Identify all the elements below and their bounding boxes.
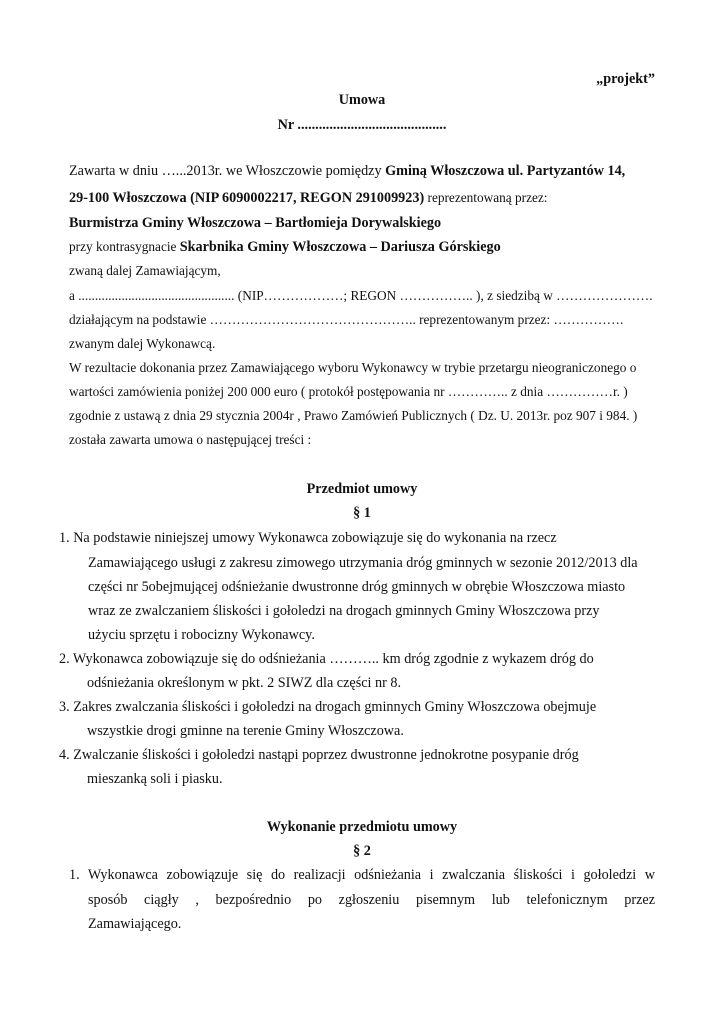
- s1-item-1-line-1: 1. Na podstawie niniejszej umowy Wykonawca zobowiązuje się do wykonania na rzecz: [59, 530, 557, 546]
- s2-item-1-line-1: 1. Wykonawca zobowiązuje się do realizacji odśnieżania i zwalczania śliskości i gołoledzi w: [69, 867, 655, 883]
- section-1-paragraph-mark: § 1: [353, 505, 371, 521]
- zamawiajacy-definition: zwaną dalej Zamawiającym,: [69, 263, 221, 278]
- s1-item-2-line-1: 2. Wykonawca zobowiązuje się do odśnieżania ……….. km dróg zgodnie z wykazem dróg do: [59, 651, 594, 667]
- project-label: „projekt”: [596, 71, 655, 87]
- intro-line-2: [69, 189, 548, 207]
- intro-date-text: Zawarta w dniu …...2013r. we Włoszczowie pomiędzy: [69, 163, 386, 179]
- s1-item-1-line-4: wraz ze zwalczaniem śliskości i gołoledzi na drogach gminnych Gminy Włoszczowa przy: [88, 603, 600, 619]
- countersign-text: przy kontrasygnacie: [69, 239, 180, 254]
- section-1-heading: Przedmiot umowy: [306, 481, 418, 497]
- intro-line-11: zgodnie z ustawą z dnia 29 stycznia 2004r , Prawo Zamówień Publicznych ( Dz. U. 2013r. poz 907 i 984. ): [69, 408, 638, 423]
- contractor-basis-line: działającym na podstawie ……………………………………….. reprezentowanym przez: …………….: [69, 312, 624, 327]
- s1-item-1-line-3: części nr 5obejmującej odśnieżanie dwustronne dróg gminnych w obrębie Włoszczowa miasto: [88, 579, 626, 595]
- treasurer-name: Skarbnika Gminy Włoszczowa – Dariusza Górskiego: [179, 239, 501, 255]
- document-title: Umowa: [338, 92, 386, 108]
- s1-item-4-line-1: 4. Zwalczanie śliskości i gołoledzi nastąpi poprzez dwustronne jednokrotne posypanie dróg: [59, 747, 579, 763]
- intro-line-4: [69, 238, 501, 256]
- contractor-line: a ............................................... (NIP………………; REGON …………….. ), z siedzibą w ………………….: [69, 288, 653, 303]
- s1-item-3-line-2: wszystkie drogi gminne na terenie Gminy Włoszczowa.: [87, 723, 404, 739]
- section-2-heading: Wykonanie przedmiotu umowy: [266, 819, 458, 835]
- s1-item-4-line-2: mieszanką soli i piasku.: [87, 771, 223, 787]
- represented-by-text: reprezentowaną przez:: [424, 190, 548, 205]
- intro-line-9: W rezultacie dokonania przez Zamawiającego wyboru Wykonawcy w trybie przetargu nieograniczonego o: [69, 360, 637, 375]
- s1-item-3-line-1: 3. Zakres zwalczania śliskości i gołoledzi na drogach gminnych Gminy Włoszczowa obejmuje: [59, 699, 597, 715]
- s1-item-1-line-5: użyciu sprzętu i robocizny Wykonawcy.: [88, 627, 315, 643]
- section-2-paragraph-mark: § 2: [353, 843, 371, 859]
- intro-line-10: wartości zamówienia poniżej 200 000 euro ( protokół postępowania nr ………….. z dnia ……………r. ): [69, 384, 628, 399]
- s2-item-1-line-3: Zamawiającego.: [88, 916, 182, 932]
- municipality-name: Gminą Włoszczowa ul. Partyzantów 14,: [385, 163, 626, 179]
- wykonawca-definition: zwanym dalej Wykonawcą.: [69, 336, 216, 351]
- mayor-name: Burmistrza Gminy Włoszczowa – Bartłomieja Dorywalskiego: [69, 215, 442, 231]
- s1-item-2-line-2: odśnieżania określonym w pkt. 2 SIWZ dla części nr 8.: [87, 675, 402, 691]
- document-number: Nr ..........................................: [277, 117, 447, 133]
- intro-line-12: została zawarta umowa o następującej treści :: [69, 432, 312, 447]
- municipality-address: 29-100 Włoszczowa (NIP 6090002217, REGON 291009923): [69, 190, 425, 206]
- s1-item-1-line-2: Zamawiającego usługi z zakresu zimowego utrzymania dróg gminnych w sezonie 2012/2013 dla: [88, 555, 638, 571]
- s2-item-1-line-2: sposób ciągły , bezpośrednio po zgłoszeniu pisemnym lub telefonicznym przez: [88, 892, 655, 908]
- intro-line-1: [69, 162, 625, 180]
